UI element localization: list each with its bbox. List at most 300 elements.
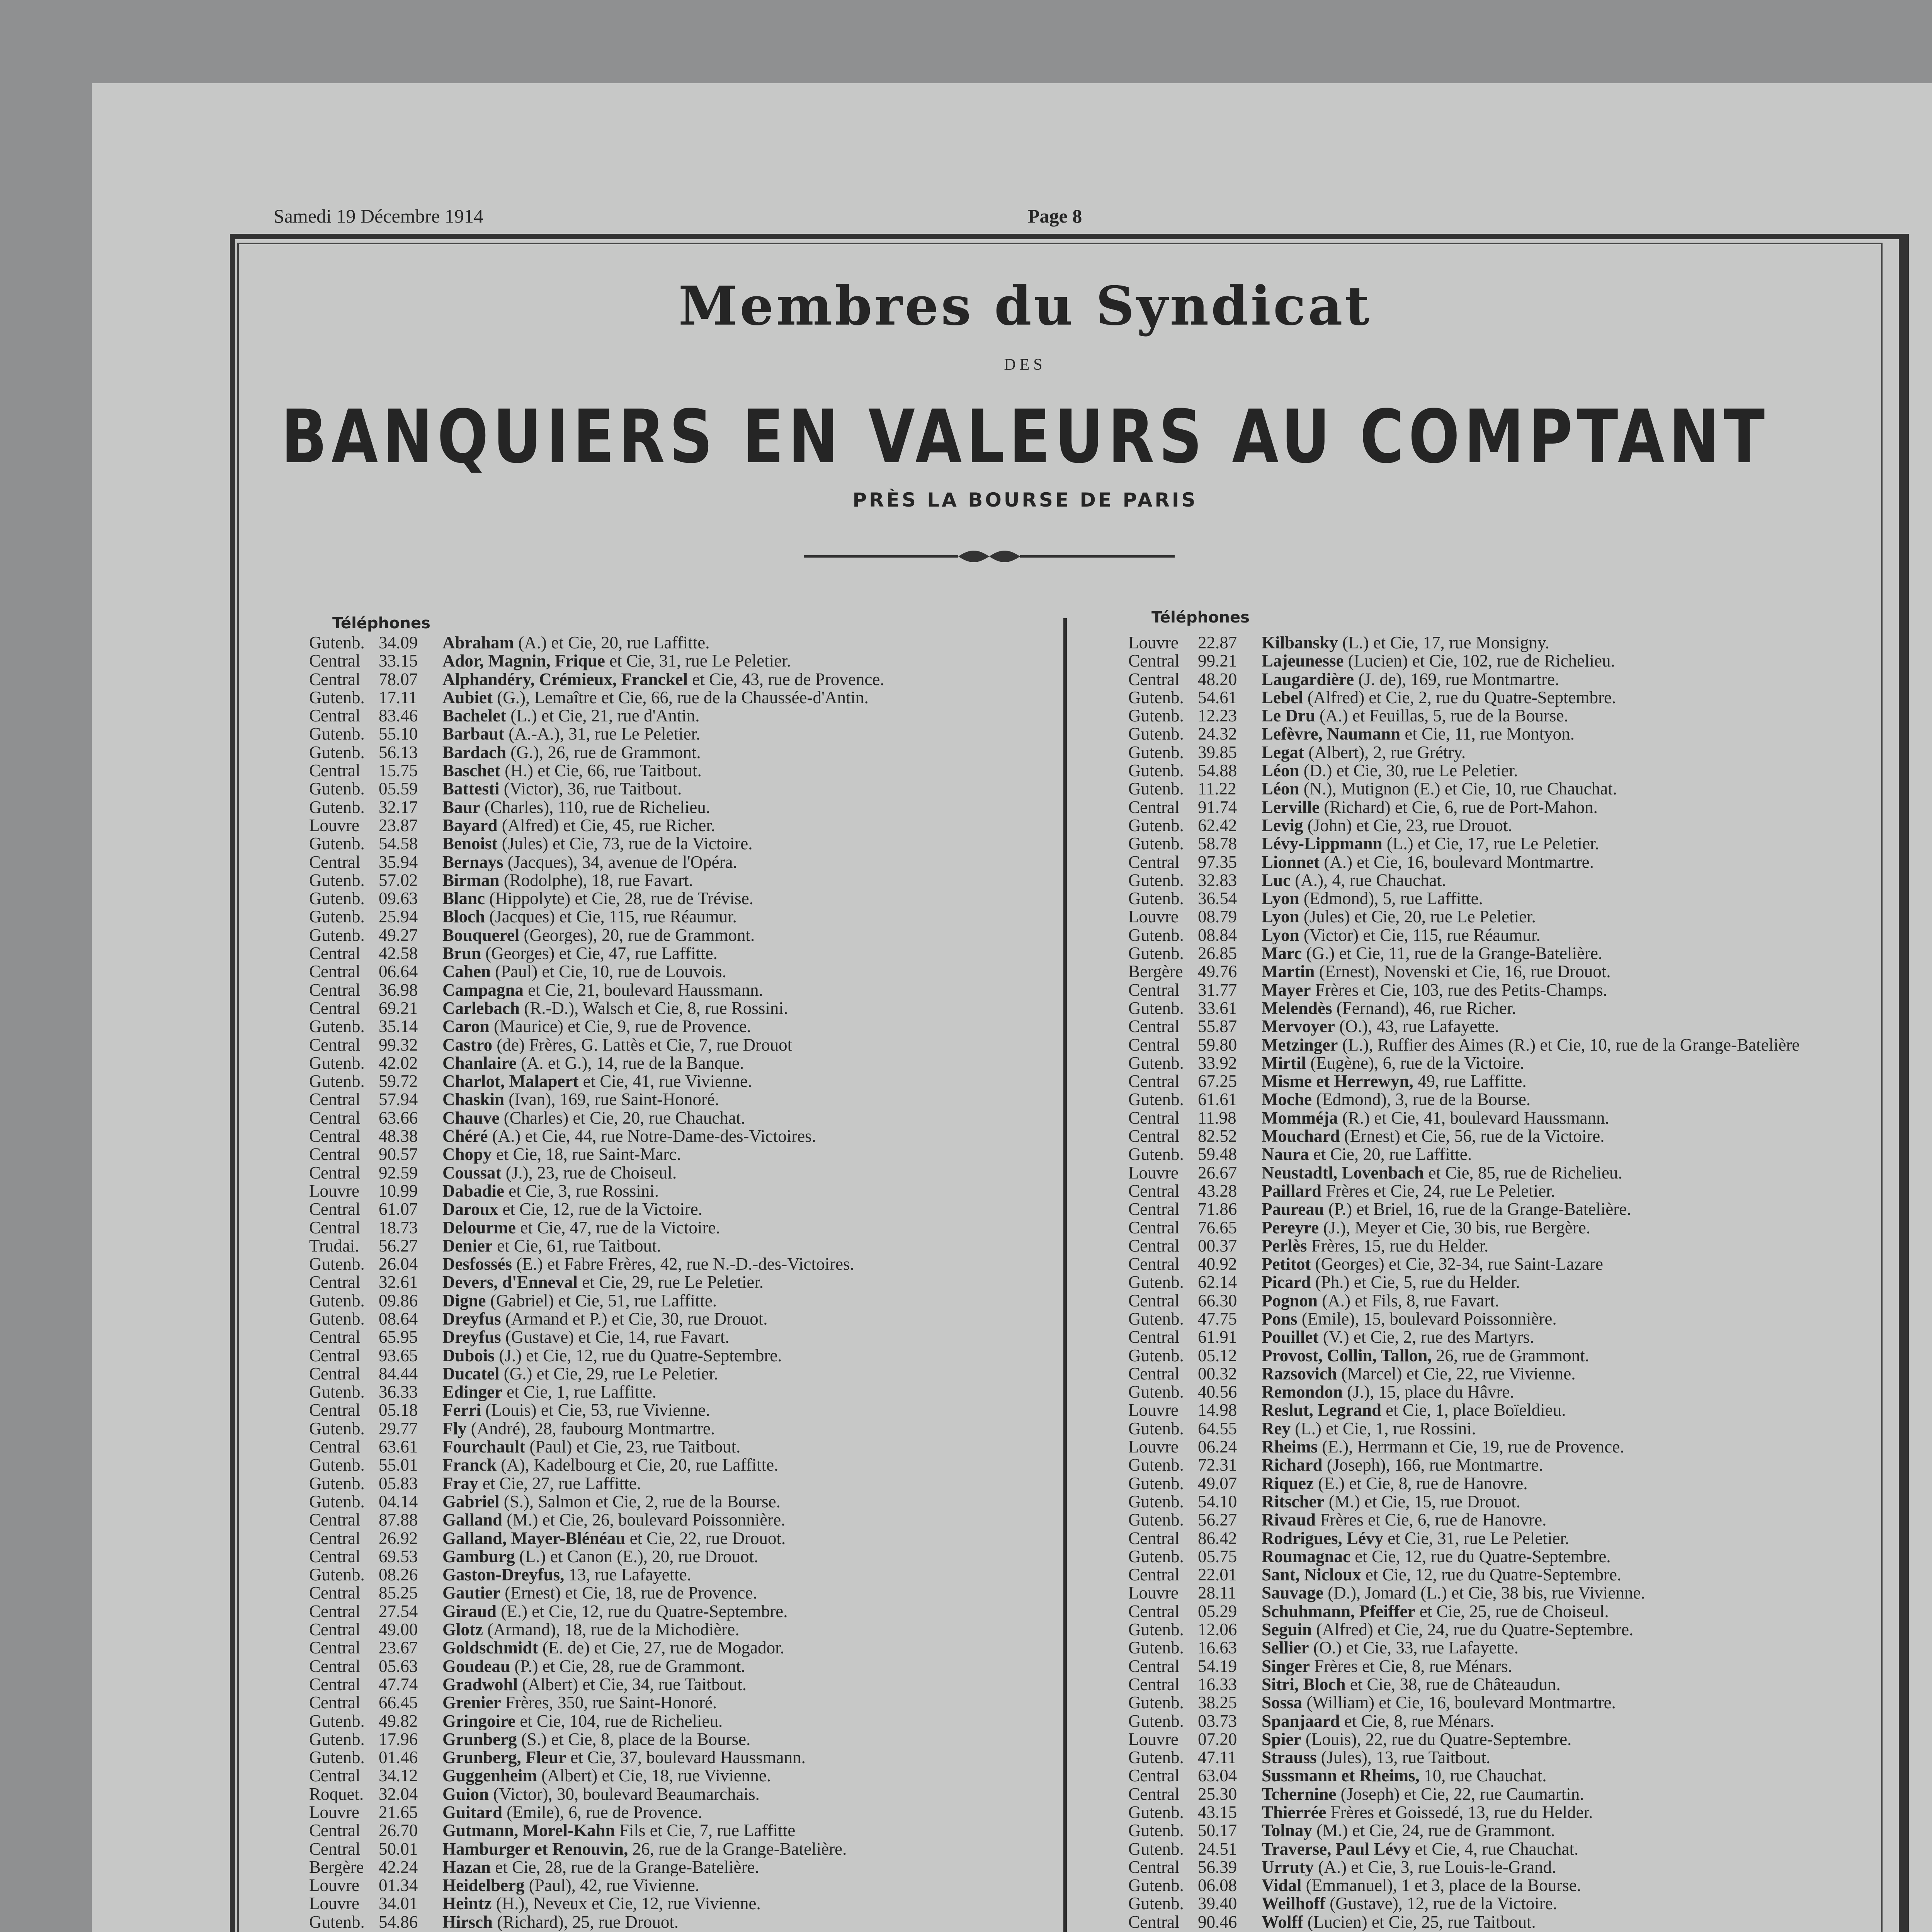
member-address: (Gustave) et Cie, 14, rue Favart.: [505, 1328, 730, 1347]
member-row: [309, 1456, 1051, 1474]
member-exchange: Central: [309, 853, 361, 871]
title-ornament: [804, 549, 1175, 564]
member-row: [309, 780, 1051, 798]
member-phone: 09.63: [379, 889, 418, 908]
member-phone: 49.76: [1198, 963, 1237, 981]
member-address: (Albert), 2, rue Grétry.: [1308, 743, 1466, 762]
member-exchange: Central: [309, 1109, 361, 1128]
member-phone: 72.31: [1198, 1456, 1237, 1475]
member-phone: 31.77: [1198, 981, 1237, 999]
member-phone: 54.58: [379, 835, 418, 853]
member-address: et Cie, 85, rue de Richelieu.: [1428, 1163, 1622, 1182]
member-name: Goudeau: [442, 1657, 510, 1675]
member-exchange: Central: [1128, 652, 1180, 670]
member-address: (Alfred) et Cie, 24, rue du Quatre-Septembre.: [1316, 1621, 1634, 1639]
member-address: (P.) et Briel, 16, rue de la Grange-Batelière.: [1328, 1200, 1631, 1219]
member-name: Chauve: [442, 1109, 500, 1128]
member-phone: 43.28: [1198, 1182, 1237, 1201]
member-phone: 26.67: [1198, 1163, 1237, 1182]
member-address: et Cie, 29, rue Le Peletier.: [582, 1273, 764, 1292]
member-phone: 05.63: [379, 1657, 418, 1675]
member-row: [309, 1712, 1051, 1730]
member-row: [1128, 634, 1870, 652]
member-phone: 39.85: [1198, 743, 1237, 762]
member-address: (Alfred) et Cie, 45, rue Richer.: [502, 816, 716, 835]
member-name: Gutmann, Morel-Kahn: [442, 1821, 615, 1840]
member-row: [1128, 1566, 1870, 1584]
member-row: [309, 944, 1051, 963]
member-address: (William) et Cie, 16, boulevard Montmartre.: [1306, 1694, 1616, 1712]
member-phone: 42.02: [379, 1054, 418, 1073]
member-exchange: Central: [309, 1675, 361, 1694]
member-exchange: Gutenb.: [309, 1913, 365, 1932]
member-row: [1128, 1712, 1870, 1730]
member-name: Tchernine: [1262, 1785, 1337, 1803]
member-name: Luc: [1262, 871, 1291, 890]
member-row: [1128, 1767, 1870, 1785]
member-phone: 62.14: [1198, 1273, 1237, 1292]
member-row: [309, 762, 1051, 780]
member-address: (Emile), 15, boulevard Poissonnière.: [1301, 1310, 1557, 1328]
member-row: [309, 1767, 1051, 1785]
member-name: Lyon: [1262, 889, 1299, 908]
member-address: et Cie, 22, rue Drouot.: [629, 1529, 786, 1548]
member-exchange: Gutenb.: [1128, 1145, 1184, 1164]
member-name: Fourchault: [442, 1438, 526, 1456]
member-row: [1128, 1182, 1870, 1200]
member-address: Frères et Cie, 103, rue des Petits-Champs.: [1315, 981, 1607, 999]
member-name: Grenier: [442, 1694, 501, 1712]
member-phone: 16.63: [1198, 1639, 1237, 1657]
member-name: Razsovich: [1262, 1364, 1337, 1383]
member-exchange: Central: [1128, 1127, 1180, 1146]
member-phone: 34.09: [379, 634, 418, 652]
member-phone: 39.40: [1198, 1895, 1237, 1913]
member-name: Gautier: [442, 1584, 500, 1602]
member-row: [1128, 1383, 1870, 1401]
member-phone: 08.64: [379, 1310, 418, 1328]
member-name: Birman: [442, 871, 500, 890]
member-phone: 34.01: [379, 1895, 418, 1913]
member-phone: 91.74: [1198, 798, 1237, 816]
member-row: [309, 1639, 1051, 1657]
member-name: Coussat: [442, 1163, 502, 1182]
member-row: [1128, 1548, 1870, 1566]
member-exchange: Gutenb.: [309, 1383, 365, 1401]
member-exchange: Central: [1128, 1255, 1180, 1274]
member-exchange: Central: [1128, 1109, 1180, 1128]
member-name: Singer: [1262, 1657, 1310, 1675]
member-row: [309, 835, 1051, 853]
member-name: Sellier: [1262, 1639, 1309, 1657]
member-name: Schuhmann, Pfeiffer: [1262, 1602, 1415, 1621]
member-address: 13, rue Lafayette.: [568, 1566, 692, 1584]
member-address: (V.) et Cie, 2, rue des Martyrs.: [1323, 1328, 1534, 1347]
member-address: (Richard) et Cie, 6, rue de Port-Mahon.: [1324, 798, 1598, 816]
member-exchange: Gutenb.: [1128, 1474, 1184, 1493]
member-name: Bayard: [442, 816, 498, 835]
member-exchange: Gutenb.: [1128, 707, 1184, 725]
member-name: Goldschmidt: [442, 1639, 538, 1657]
member-address: (Marcel) et Cie, 22, rue Vivienne.: [1341, 1364, 1576, 1383]
member-phone: 26.92: [379, 1529, 418, 1548]
member-exchange: Central: [309, 1602, 361, 1621]
member-address: (Charles), 110, rue de Richelieu.: [484, 798, 711, 816]
member-name: Bardach: [442, 743, 507, 762]
member-address: (J.), 15, place du Hâvre.: [1347, 1383, 1514, 1401]
member-exchange: Central: [1128, 1017, 1180, 1036]
member-row: [1128, 1090, 1870, 1109]
member-name: Guggenheim: [442, 1767, 537, 1785]
member-exchange: Louvre: [309, 1876, 359, 1895]
member-exchange: Gutenb.: [1128, 1547, 1184, 1566]
member-exchange: Gutenb.: [1128, 1639, 1184, 1657]
member-row: [1128, 1584, 1870, 1602]
member-address: (Ernest) et Cie, 18, rue de Provence.: [505, 1584, 757, 1602]
member-address: (R.) et Cie, 41, boulevard Haussmann.: [1342, 1109, 1609, 1128]
member-address: (M.) et Cie, 15, rue Drouot.: [1328, 1492, 1520, 1511]
member-exchange: Central: [309, 652, 361, 670]
member-address: (O.) et Cie, 33, rue Lafayette.: [1313, 1639, 1519, 1657]
member-phone: 67.25: [1198, 1072, 1237, 1091]
member-exchange: Central: [1128, 1913, 1180, 1932]
member-exchange: Central: [1128, 981, 1180, 999]
member-row: [309, 1347, 1051, 1365]
member-name: Pouillet: [1262, 1328, 1319, 1347]
member-name: Alphandéry, Crémieux, Franckel: [442, 670, 688, 689]
member-address: Frères, 15, rue du Helder.: [1311, 1236, 1489, 1255]
member-address: (S.) et Cie, 8, place de la Bourse.: [521, 1730, 751, 1749]
member-name: Urruty: [1262, 1858, 1314, 1877]
member-row: [309, 1383, 1051, 1401]
member-row: [309, 926, 1051, 944]
member-exchange: Central: [309, 1346, 361, 1365]
member-exchange: Central: [1128, 670, 1180, 689]
member-exchange: Louvre: [1128, 1730, 1179, 1749]
member-address: (Jacques), 34, avenue de l'Opéra.: [507, 853, 737, 871]
member-address: (E. de) et Cie, 27, rue de Mogador.: [542, 1639, 784, 1657]
member-address: et Cie, 31, rue Le Peletier.: [1388, 1529, 1570, 1548]
member-name: Weilhoff: [1262, 1895, 1325, 1913]
member-address: (Ernest), Novenski et Cie, 16, rue Drouot.: [1319, 963, 1611, 981]
member-row: [1128, 981, 1870, 999]
member-address: 26, rue de la Grange-Batelière.: [632, 1840, 847, 1858]
member-exchange: Gutenb.: [1128, 1621, 1184, 1639]
member-name: Pons: [1262, 1310, 1298, 1328]
member-exchange: Central: [1128, 1364, 1180, 1383]
member-name: Carlebach: [442, 999, 520, 1018]
member-address: (J.) et Cie, 12, rue du Quatre-Septembre.: [499, 1346, 782, 1365]
member-phone: 25.30: [1198, 1785, 1237, 1803]
member-phone: 05.59: [379, 780, 418, 798]
member-phone: 47.11: [1198, 1748, 1236, 1767]
member-address: (N.), Mutignon (E.) et Cie, 10, rue Chauchat.: [1303, 780, 1617, 798]
member-phone: 56.13: [379, 743, 418, 762]
member-name: Sant, Nicloux: [1262, 1566, 1361, 1584]
member-name: Blanc: [442, 889, 485, 908]
member-row: [309, 1821, 1051, 1840]
member-address: (Paul) et Cie, 10, rue de Louvois.: [495, 963, 726, 981]
member-phone: 14.98: [1198, 1401, 1237, 1420]
member-address: (Louis), 22, rue du Quatre-Septembre.: [1305, 1730, 1572, 1749]
member-exchange: Gutenb.: [1128, 944, 1184, 963]
header-date: Samedi 19 Décembre 1914: [274, 205, 483, 227]
member-row: [1128, 1054, 1870, 1072]
member-name: Abraham: [442, 634, 514, 652]
member-phone: 59.48: [1198, 1145, 1237, 1164]
member-name: Ducatel: [442, 1364, 500, 1383]
member-row: [1128, 1895, 1870, 1913]
member-exchange: Central: [309, 1621, 361, 1639]
member-exchange: Central: [309, 707, 361, 725]
member-phone: 15.75: [379, 762, 418, 780]
member-phone: 32.04: [379, 1785, 418, 1803]
member-phone: 18.73: [379, 1218, 418, 1237]
member-row: [309, 1127, 1051, 1145]
member-exchange: Gutenb.: [1128, 1712, 1184, 1730]
member-exchange: Central: [1128, 1236, 1180, 1255]
member-phone: 22.87: [1198, 634, 1237, 652]
member-address: (Alfred) et Cie, 2, rue du Quatre-Septembre.: [1307, 688, 1616, 707]
member-row: [309, 1054, 1051, 1072]
member-row: [309, 1017, 1051, 1036]
member-name: Perlès: [1262, 1236, 1307, 1255]
member-phone: 61.61: [1198, 1090, 1237, 1109]
member-address: (Louis) et Cie, 53, rue Vivienne.: [485, 1401, 710, 1420]
member-row: [309, 1438, 1051, 1456]
member-row: [309, 1493, 1051, 1511]
member-row: [309, 1036, 1051, 1054]
member-row: [1128, 1456, 1870, 1474]
member-row: [309, 1876, 1051, 1895]
member-name: Mayer: [1262, 981, 1311, 999]
member-phone: 24.51: [1198, 1840, 1237, 1858]
member-row: [309, 871, 1051, 889]
member-row: [309, 963, 1051, 981]
member-phone: 33.92: [1198, 1054, 1237, 1073]
member-name: Chanlaire: [442, 1054, 517, 1073]
member-address: (Victor), 36, rue Taitbout.: [503, 780, 682, 798]
member-address: (Albert) et Cie, 18, rue Vivienne.: [541, 1767, 771, 1785]
member-name: Misme et Herrewyn,: [1262, 1072, 1413, 1091]
member-row: [309, 1895, 1051, 1913]
member-phone: 92.59: [379, 1163, 418, 1182]
member-exchange: Central: [309, 1364, 361, 1383]
member-exchange: Gutenb.: [309, 835, 365, 853]
member-phone: 83.46: [379, 707, 418, 725]
member-phone: 17.96: [379, 1730, 418, 1749]
member-name: Gabriel: [442, 1492, 500, 1511]
member-row: [1128, 944, 1870, 963]
member-name: Reslut, Legrand: [1262, 1401, 1382, 1420]
member-phone: 23.67: [379, 1639, 418, 1657]
member-row: [1128, 1109, 1870, 1127]
member-exchange: Gutenb.: [1128, 1419, 1184, 1438]
member-address: (Rodolphe), 18, rue Favart.: [503, 871, 693, 890]
member-phone: 12.06: [1198, 1621, 1237, 1639]
member-exchange: Gutenb.: [309, 908, 365, 926]
member-name: Dabadie: [442, 1182, 505, 1201]
member-address: (A), Kadelbourg et Cie, 20, rue Laffitte.: [501, 1456, 779, 1475]
member-phone: 38.25: [1198, 1694, 1237, 1712]
member-name: Chéré: [442, 1127, 488, 1146]
member-phone: 11.98: [1198, 1109, 1236, 1128]
member-phone: 06.24: [1198, 1438, 1237, 1456]
member-phone: 05.83: [379, 1474, 418, 1493]
member-row: [1128, 1657, 1870, 1675]
member-row: [309, 689, 1051, 707]
member-phone: 48.38: [379, 1127, 418, 1146]
member-name: Naura: [1262, 1145, 1309, 1164]
member-name: Spier: [1262, 1730, 1301, 1749]
member-row: [309, 1694, 1051, 1712]
member-row: [1128, 1438, 1870, 1456]
member-row: [1128, 1145, 1870, 1163]
member-exchange: Gutenb.: [1128, 1821, 1184, 1840]
member-exchange: Louvre: [1128, 908, 1179, 926]
member-row: [1128, 1365, 1870, 1383]
member-phone: 36.33: [379, 1383, 418, 1401]
member-phone: 33.15: [379, 652, 418, 670]
member-row: [1128, 1803, 1870, 1821]
member-name: Barbaut: [442, 725, 505, 743]
member-address: (D.), Jomard (L.) et Cie, 38 bis, rue Vivienne.: [1328, 1584, 1645, 1602]
member-exchange: Gutenb.: [1128, 816, 1184, 835]
member-phone: 50.17: [1198, 1821, 1237, 1840]
member-row: [309, 1730, 1051, 1748]
member-name: Dubois: [442, 1346, 495, 1365]
member-exchange: Gutenb.: [309, 1474, 365, 1493]
member-address: Frères et Goissedé, 13, rue du Helder.: [1330, 1803, 1593, 1822]
member-exchange: Central: [309, 1438, 361, 1456]
member-name: Léon: [1262, 762, 1299, 780]
member-name: Tolnay: [1262, 1821, 1312, 1840]
member-exchange: Gutenb.: [309, 1054, 365, 1073]
member-phone: 64.55: [1198, 1419, 1237, 1438]
member-exchange: Central: [1128, 1036, 1180, 1054]
member-phone: 34.12: [379, 1767, 418, 1785]
member-exchange: Central: [309, 963, 361, 981]
member-address: et Cie, 37, boulevard Haussmann.: [570, 1748, 806, 1767]
member-address: (M.) et Cie, 24, rue de Grammont.: [1316, 1821, 1555, 1840]
member-exchange: Bergère: [1128, 963, 1183, 981]
member-exchange: Central: [1128, 1858, 1180, 1877]
member-row: [309, 1748, 1051, 1767]
member-phone: 00.37: [1198, 1236, 1237, 1255]
title-pres-bourse: PRÈS LA BOURSE DE PARIS: [852, 489, 1198, 511]
member-phone: 36.98: [379, 981, 418, 999]
telephones-label-left: Téléphones: [332, 614, 430, 632]
member-phone: 08.84: [1198, 926, 1237, 945]
member-exchange: Gutenb.: [1128, 725, 1184, 743]
member-row: [309, 853, 1051, 871]
member-phone: 48.20: [1198, 670, 1237, 689]
member-row: [1128, 1072, 1870, 1090]
member-exchange: Gutenb.: [309, 798, 365, 816]
member-row: [309, 816, 1051, 835]
member-exchange: Gutenb.: [1128, 743, 1184, 762]
member-row: [309, 1602, 1051, 1621]
title-banquiers: BANQUIERS EN VALEURS AU COMPTANT: [281, 394, 1769, 480]
member-address: (H.), Neveux et Cie, 12, rue Vivienne.: [496, 1895, 761, 1913]
member-name: Le Dru: [1262, 707, 1315, 725]
member-name: Rivaud: [1262, 1511, 1316, 1529]
member-row: [1128, 1529, 1870, 1548]
member-phone: 69.21: [379, 999, 418, 1018]
member-row: [1128, 926, 1870, 944]
member-row: [1128, 1493, 1870, 1511]
member-address: et Cie, 38, rue de Châteaudun.: [1350, 1675, 1561, 1694]
member-phone: 76.65: [1198, 1218, 1237, 1237]
member-phone: 42.24: [379, 1858, 418, 1877]
member-address: et Cie, 1, rue Laffitte.: [507, 1383, 657, 1401]
member-row: [309, 1182, 1051, 1200]
member-address: (E.) et Cie, 8, rue de Hanovre.: [1318, 1474, 1528, 1493]
member-phone: 99.21: [1198, 652, 1237, 670]
member-name: Mirtil: [1262, 1054, 1306, 1073]
member-exchange: Central: [309, 1401, 361, 1420]
member-phone: 23.87: [379, 816, 418, 835]
member-address: (André), 28, faubourg Montmartre.: [471, 1419, 715, 1438]
member-address: Frères et Cie, 24, rue Le Peletier.: [1326, 1182, 1555, 1201]
member-exchange: Gutenb.: [309, 725, 365, 743]
member-exchange: Gutenb.: [1128, 780, 1184, 798]
member-address: et Cie, 28, rue de la Grange-Batelière.: [495, 1858, 759, 1877]
member-phone: 12.23: [1198, 707, 1237, 725]
member-phone: 55.87: [1198, 1017, 1237, 1036]
member-address: (A.) et Cie, 3, rue Louis-le-Grand.: [1318, 1858, 1556, 1877]
member-name: Brun: [442, 944, 481, 963]
member-name: Rheims: [1262, 1438, 1318, 1456]
member-exchange: Central: [309, 1200, 361, 1219]
column-divider: [1063, 618, 1067, 1932]
member-address: et Cie, 43, rue de Provence.: [692, 670, 884, 689]
member-address: et Cie, 27, rue Laffitte.: [482, 1474, 641, 1493]
member-row: [1128, 1292, 1870, 1310]
member-name: Petitot: [1262, 1255, 1311, 1274]
member-phone: 05.29: [1198, 1602, 1237, 1621]
member-row: [1128, 762, 1870, 780]
member-name: Hazan: [442, 1858, 491, 1877]
member-name: Lyon: [1262, 926, 1299, 945]
member-row: [309, 1365, 1051, 1383]
member-exchange: Gutenb.: [309, 634, 365, 652]
member-row: [1128, 999, 1870, 1017]
member-row: [309, 1548, 1051, 1566]
member-row: [1128, 1328, 1870, 1346]
member-exchange: Central: [1128, 1767, 1180, 1785]
member-row: [309, 634, 1051, 652]
member-phone: 00.32: [1198, 1364, 1237, 1383]
title-des: DES: [1004, 356, 1046, 374]
member-row: [309, 725, 1051, 743]
member-name: Sossa: [1262, 1694, 1303, 1712]
member-address: (H.) et Cie, 66, rue Taitbout.: [505, 762, 702, 780]
member-exchange: Gutenb.: [309, 1492, 365, 1511]
member-exchange: Gutenb.: [309, 743, 365, 762]
member-address: (L.) et Cie, 17, rue Monsigny.: [1342, 634, 1549, 652]
member-address: (Edmond), 5, rue Laffitte.: [1303, 889, 1483, 908]
member-phone: 87.88: [379, 1511, 418, 1529]
member-address: (Richard), 25, rue Drouot.: [497, 1913, 679, 1932]
member-row: [1128, 1310, 1870, 1328]
member-row: [1128, 1401, 1870, 1419]
member-exchange: Gutenb.: [309, 1072, 365, 1091]
member-row: [309, 908, 1051, 926]
member-phone: 10.99: [379, 1182, 418, 1201]
member-address: (Maurice) et Cie, 9, rue de Provence.: [493, 1017, 751, 1036]
member-phone: 26.85: [1198, 944, 1237, 963]
